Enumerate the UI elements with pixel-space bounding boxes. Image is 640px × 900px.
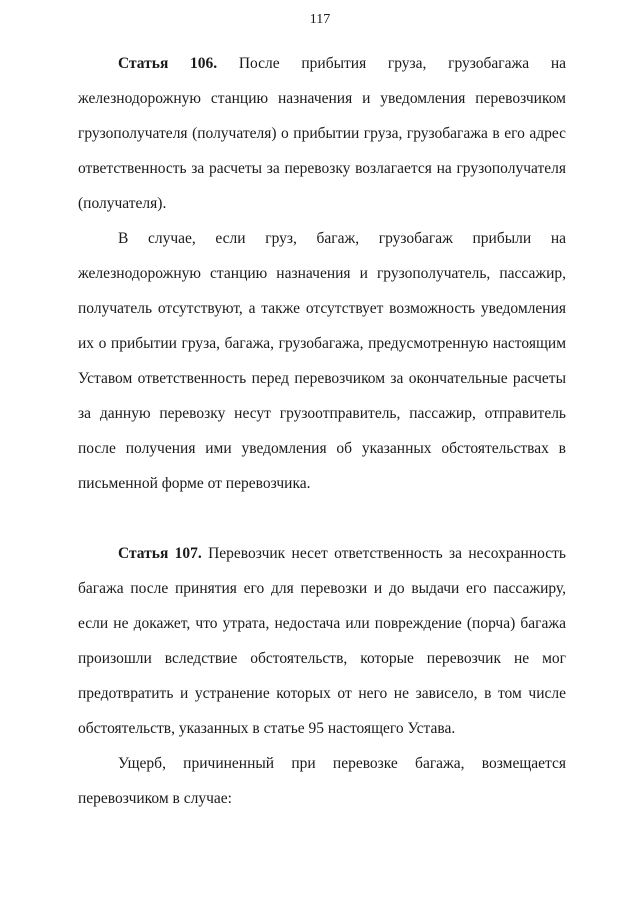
paragraph-text: После прибытия груза, грузобагажа на железнодорожную станцию назначения и уведомления перевозчиком грузополучателя (получателя) о прибытии груза, грузобагажа в его адрес ответственность за расчеты за перевозку возлагается на грузополучателя (получателя). (78, 55, 566, 212)
paragraph-article-106 (78, 46, 566, 221)
document-body (78, 46, 566, 816)
paragraph-article-107-continued (78, 746, 566, 816)
article-heading: Статья 107. (118, 545, 209, 562)
paragraph-text: Ущерб, причиненный при перевозке багажа, возмещается перевозчиком в случае: (78, 755, 566, 807)
page-number: 117 (309, 12, 331, 27)
paragraph-article-107 (78, 536, 566, 746)
paragraph-text: В случае, если груз, багаж, грузобагаж прибыли на железнодорожную станцию назначения и грузополучатель, пассажир, получатель отсутствуют, а также отсутствует возможность уведомления их о прибытии груза, багажа, грузобагажа, предусмотренную настоящим Уставом ответственность перед перевозчиком за окончательные расчеты за данную перевозку несут грузоотправитель, пассажир, отправитель после получения ими уведомления об указанных обстоятельствах в письменной форме от перевозчика. (78, 230, 566, 492)
paragraph-article-106-continued (78, 221, 566, 501)
article-heading: Статья 106. (118, 55, 239, 72)
paragraph-text: Перевозчик несет ответственность за несохранность багажа после принятия его для перевозки и до выдачи его пассажиру, если не докажет, что утрата, недостача или повреждение (порча) багажа произошли вследствие обстоятельств, которые перевозчик не мог предотвратить и устранение которых от него не зависело, в том числе обстоятельств, указанных в статье 95 настоящего Устава. (78, 545, 566, 737)
